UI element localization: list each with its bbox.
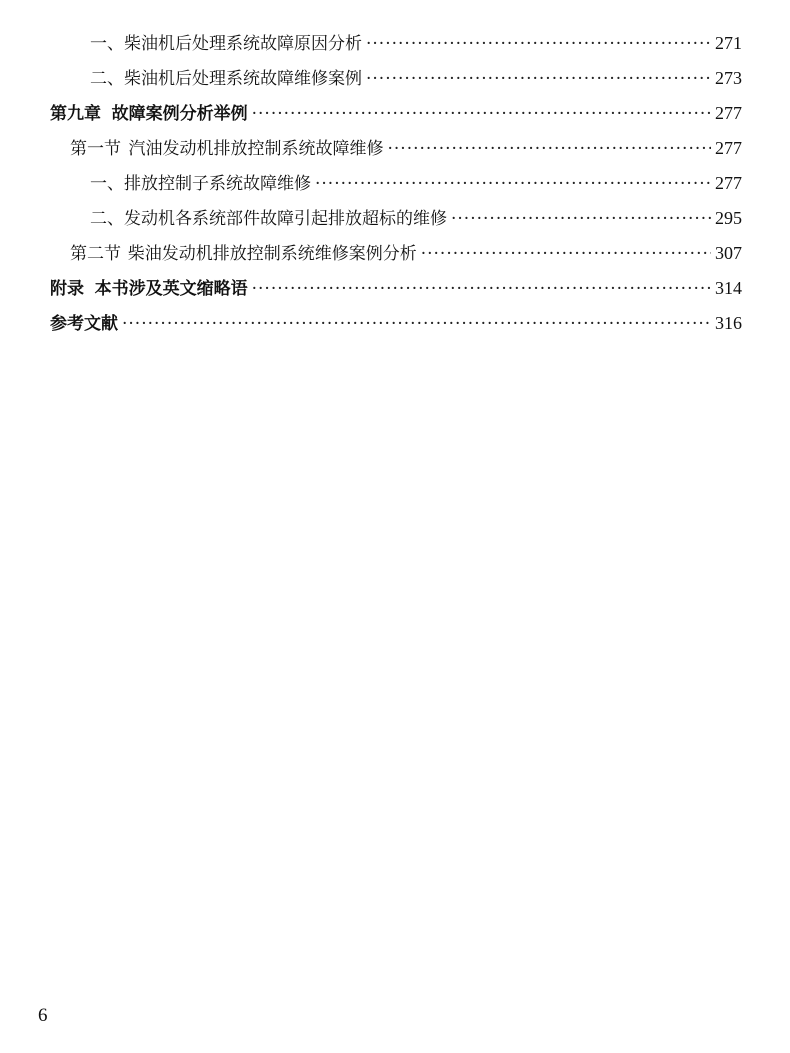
toc-entry-page: 316 — [715, 313, 742, 333]
toc-references-title: 参考文献 — [50, 314, 118, 334]
toc-entry-page: 307 — [715, 243, 742, 263]
toc-entry-page: 277 — [715, 103, 742, 123]
dot-leader — [366, 29, 711, 59]
toc-section-title: 汽油发动机排放控制系统故障维修 — [128, 139, 384, 159]
toc-entry[interactable] — [90, 168, 742, 198]
toc-entry-page: 271 — [715, 33, 742, 53]
toc-appendix-title: 本书涉及英文缩略语 — [94, 279, 248, 299]
toc-entry[interactable] — [90, 203, 742, 233]
toc-references-entry[interactable] — [50, 308, 742, 338]
dot-leader — [252, 274, 711, 304]
dot-leader — [315, 169, 711, 199]
toc-entry[interactable] — [90, 28, 742, 58]
toc-section-number: 第二节 — [70, 244, 121, 264]
toc-section-number: 第一节 — [70, 139, 121, 159]
dot-leader — [421, 239, 711, 269]
toc-entry-title: 一、柴油机后处理系统故障原因分析 — [90, 34, 362, 54]
toc-appendix-label: 附录 — [50, 279, 84, 299]
toc-section-entry[interactable] — [70, 238, 742, 268]
toc-chapter-entry[interactable] — [50, 98, 742, 128]
toc-entry-page: 273 — [715, 68, 742, 88]
dot-leader — [122, 309, 711, 339]
dot-leader — [451, 204, 711, 234]
toc-entry-page: 295 — [715, 208, 742, 228]
toc-appendix-entry[interactable] — [50, 273, 742, 303]
toc-entry-title: 二、发动机各系统部件故障引起排放超标的维修 — [90, 209, 447, 229]
dot-leader — [387, 134, 711, 164]
toc-entry-page: 314 — [715, 278, 742, 298]
toc-chapter-title: 故障案例分析举例 — [111, 104, 248, 124]
toc-section-entry[interactable] — [70, 133, 742, 163]
toc-chapter-number: 第九章 — [50, 104, 101, 124]
toc-section-title: 柴油发动机排放控制系统维修案例分析 — [127, 244, 417, 264]
toc-entry-page: 277 — [715, 138, 742, 158]
dot-leader — [366, 64, 711, 94]
toc-entry[interactable] — [90, 63, 742, 93]
dot-leader — [252, 99, 711, 129]
toc-entry-title: 一、排放控制子系统故障维修 — [90, 174, 311, 194]
page-number: 6 — [38, 1005, 48, 1026]
toc-entry-title: 二、柴油机后处理系统故障维修案例 — [90, 69, 362, 89]
toc-entry-page: 277 — [715, 173, 742, 193]
